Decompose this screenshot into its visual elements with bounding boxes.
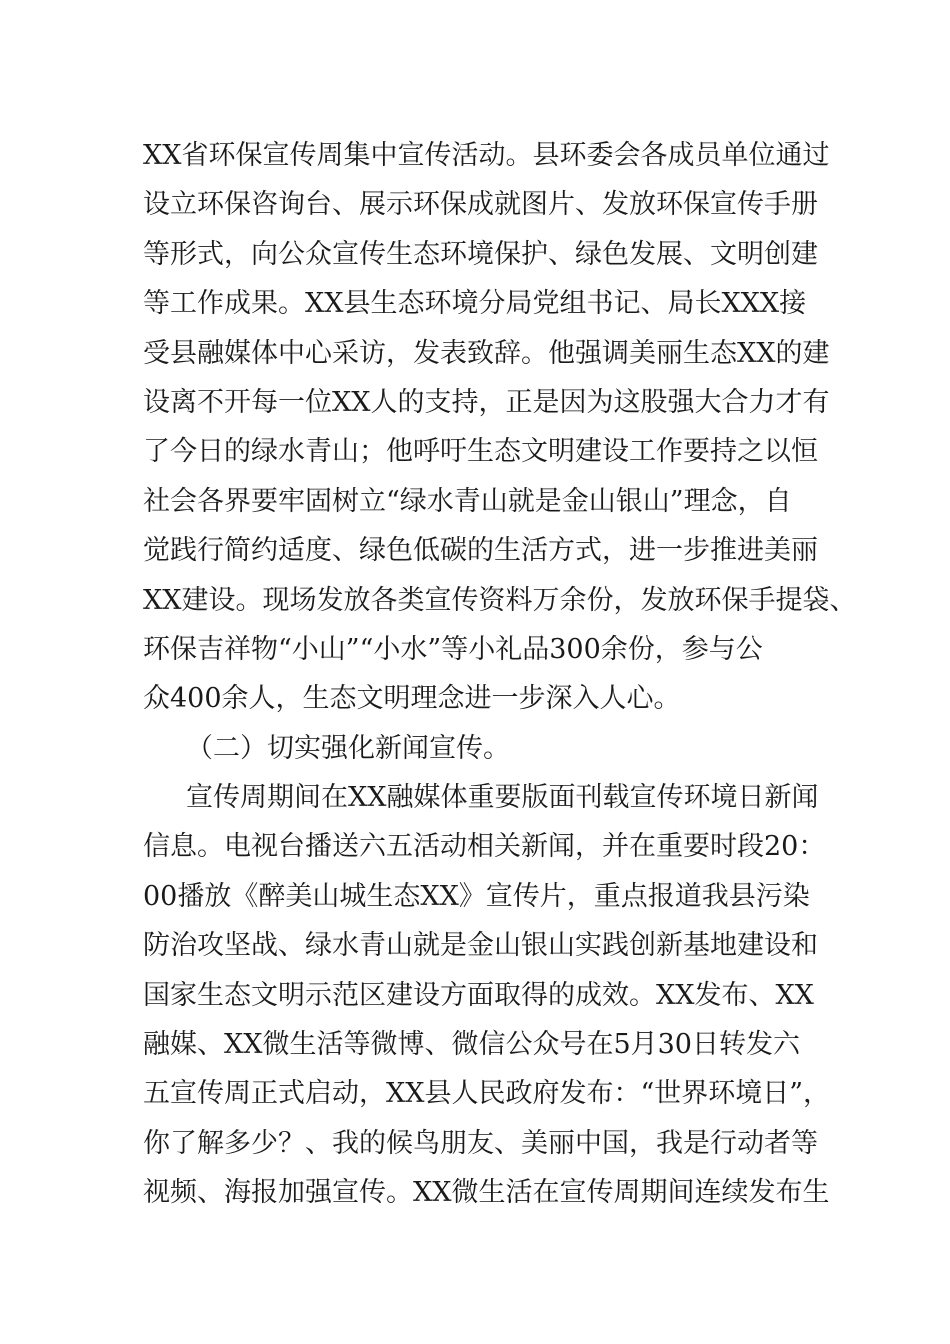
section-heading: （二）切实强化新闻宣传。 — [186, 732, 510, 764]
text-line: 融媒、XX微生活等微博、微信公众号在5月30日转发六 — [143, 1029, 800, 1061]
text-line: 众400余人，生态文明理念进一步深入人心。 — [143, 683, 681, 715]
text-line: 宣传周期间在XX融媒体重要版面刊载宣传环境日新闻 — [186, 782, 819, 814]
text-line: 了今日的绿水青山；他呼吁生态文明建设工作要持之以恒 — [143, 436, 818, 468]
text-line: XX省环保宣传周集中宣传活动。县环委会各成员单位通过 — [143, 140, 830, 171]
text-line: 国家生态文明示范区建设方面取得的成效。XX发布、XX — [143, 979, 814, 1011]
text-line: 你了解多少？、我的候鸟朋友、美丽中国，我是行动者等 — [143, 1127, 818, 1159]
text-line: 环保吉祥物“小山”“小水”等小礼品300余份，参与公 — [143, 633, 763, 665]
document-body — [143, 131, 857, 1218]
text-line: 受县融媒体中心采访，发表致辞。他强调美丽生态XX的建 — [143, 337, 830, 369]
text-line: 00播放《醉美山城生态XX》宣传片，重点报道我县污染 — [143, 880, 810, 912]
text-line: 设离不开每一位XX人的支持，正是因为这股强大合力才有 — [143, 386, 830, 418]
text-line: XX建设。现场发放各类宣传资料万余份，发放环保手提袋、 — [143, 584, 857, 616]
text-line: 社会各界要牢固树立“绿水青山就是金山银山”理念，自 — [143, 485, 792, 517]
text-line: 觉践行简约适度、绿色低碳的生活方式，进一步推进美丽 — [143, 535, 818, 567]
text-line: 等工作成果。XX县生态环境分局党组书记、局长XXX接 — [143, 288, 807, 320]
text-line: 防治攻坚战、绿水青山就是金山银山实践创新基地建设和 — [143, 930, 818, 962]
text-line: 信息。电视台播送六五活动相关新闻，并在重要时段20： — [143, 831, 826, 863]
text-line: 等形式，向公众宣传生态环境保护、绿色发展、文明创建 — [143, 238, 818, 270]
text-line: 五宣传周正式启动，XX县人民政府发布：“世界环境日”， — [143, 1078, 831, 1110]
text-line: 视频、海报加强宣传。XX微生活在宣传周期间连续发布生 — [143, 1177, 830, 1209]
text-line: 设立环保咨询台、展示环保成就图片、发放环保宣传手册 — [143, 189, 818, 221]
